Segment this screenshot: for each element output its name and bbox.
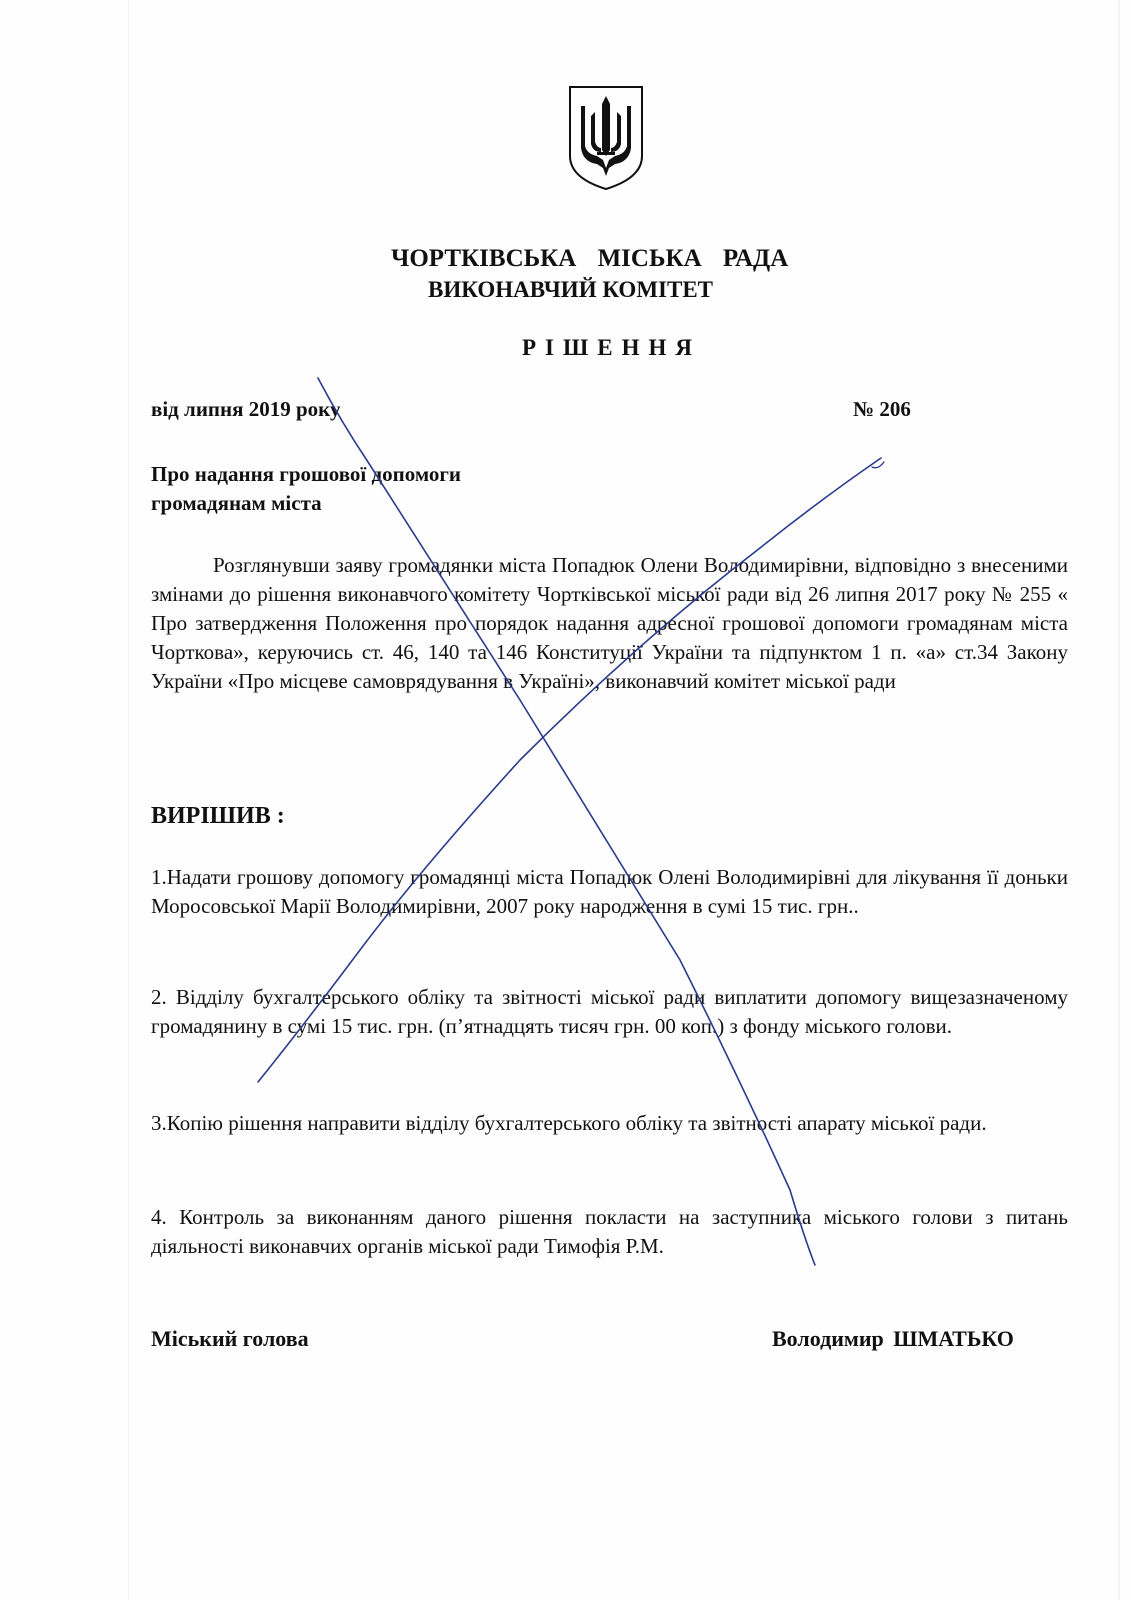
subject-line-1: Про надання грошової допомоги bbox=[151, 462, 461, 486]
scan-edge-left bbox=[128, 0, 129, 1600]
decision-item-1: 1.Надати грошову допомогу громадянці міста Попадюк Олені Володимирівні для лікування її доньки Моросовської Марії Володимирівни, 2007 року народження в сумі 15 тис. грн.. bbox=[151, 865, 1068, 918]
decision-date: від липня 2019 року bbox=[151, 397, 341, 421]
decision-subject bbox=[151, 460, 461, 518]
decided-label: ВИРІШИВ : bbox=[151, 803, 285, 829]
preamble-paragraph: Розглянувши заяву громадянки міста Попадюк Олени Володимирівни, відповідно з внесеними змінами до рішення виконавчого комітету Чортківської міської ради від 26 липня 2017 року № 255 « Про затвердження Положення про порядок надання адресної грошової допомоги громадянам міста Чорткова», керуючись ст. 46, 140 та 146 Конституції України та підпунктом 1 п. «а» ст.34 Закону України «Про місцеве самоврядування в Україні», виконавчий комітет міської ради bbox=[151, 553, 1068, 693]
signatory-role: Міський голова bbox=[151, 1326, 309, 1351]
decision-item-4: 4. Контроль за виконанням даного рішення покласти на заступника міського голови з питань діяльності виконавчих органів міської ради Тимофія Р.М. bbox=[151, 1205, 1068, 1258]
decision-item-2: 2. Відділу бухгалтерського обліку та звітності міської ради виплатити допомогу вищезазначеному громадянину в сумі 15 тис. грн. (п’ятнадцять тисяч грн. 00 коп.) з фонду міського голови. bbox=[151, 985, 1068, 1038]
decision-number: № 206 bbox=[853, 397, 911, 421]
document-type-heading: РІШЕННЯ bbox=[522, 335, 701, 360]
council-name-heading: ЧОРТКІВСЬКА МІСЬКА РАДА bbox=[391, 245, 789, 272]
cross-out-stroke-ascending-tail bbox=[872, 462, 884, 468]
signatory-name: Володимир ШМАТЬКО bbox=[772, 1326, 1014, 1351]
decision-item-3: 3.Копію рішення направити відділу бухгалтерського обліку та звітності апарату міської ради. bbox=[151, 1111, 987, 1135]
committee-heading: ВИКОНАВЧИЙ КОМІТЕТ bbox=[428, 277, 714, 302]
subject-line-2: громадянам міста bbox=[151, 491, 322, 515]
scan-edge-right bbox=[1118, 0, 1120, 1600]
ukraine-coat-of-arms-icon bbox=[567, 84, 645, 192]
